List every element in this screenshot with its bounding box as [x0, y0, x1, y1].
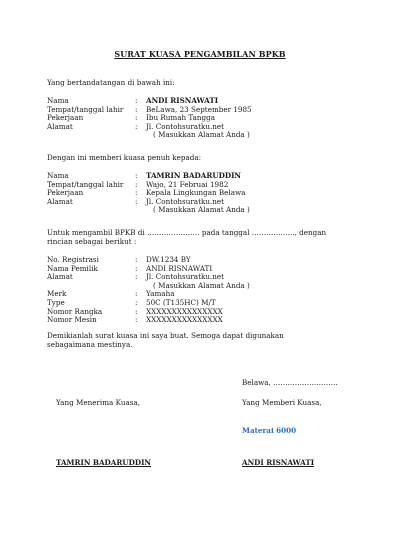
field-label: Tempat/tanggal lahir [47, 104, 124, 114]
vehicle-fields [47, 256, 367, 325]
field-value: XXXXXXXXXXXXXXX [146, 315, 223, 325]
field-label: Tempat/tanggal lahir [47, 179, 124, 189]
field-label: No. Registrasi [47, 255, 99, 264]
letter-title: SURAT KUASA PENGAMBILAN BPKB [114, 49, 286, 59]
field-value: Jl. Contohsuratku.net [146, 196, 225, 206]
grant-text: Dengan ini memberi kuasa penuh kepada: [47, 153, 202, 162]
field-value: Kepala Lingkungan Belawa [146, 188, 246, 198]
field-colon: : [135, 179, 138, 189]
field-colon: : [135, 113, 138, 123]
field-value: ( Masukkan Alamat Anda ) [153, 205, 250, 215]
field-label: Alamat [47, 272, 73, 282]
field-colon: : [135, 306, 138, 316]
field-label: Nama [47, 96, 69, 105]
field-colon: : [135, 272, 138, 282]
closing-line-2: sebagaimana mestinya. [47, 340, 133, 349]
field-label: Pekerjaan [47, 113, 84, 123]
field-colon: : [135, 171, 138, 180]
field-value: ( Masukkan Alamat Anda ) [153, 280, 250, 290]
field-colon: : [135, 96, 138, 105]
field-colon: : [135, 255, 138, 264]
field-colon: : [135, 196, 138, 206]
field-value: ANDI RISNAWATI [146, 263, 213, 273]
field-colon [135, 131, 146, 140]
field-colon: : [135, 315, 138, 325]
purpose-line-1: Untuk mengambil BPKB di …………………. pada tanggal ……………..., dengan [47, 228, 327, 237]
field-label: Nomor Rangka [47, 306, 103, 316]
field-value: ANDI RISNAWATI [146, 96, 219, 105]
field-colon: : [135, 289, 138, 299]
field-value: BeLawa, 23 September 1985 [146, 104, 252, 114]
field-colon: : [135, 263, 138, 273]
field-colon: : [135, 297, 138, 307]
field-label: Pekerjaan [47, 188, 84, 198]
field-value: Wajo, 21 Februai 1982 [146, 179, 229, 189]
closing-line-1: Demikianlah surat kuasa ini saya buat. Semoga dapat digunakan [47, 331, 284, 340]
field-value: ( Masukkan Alamat Anda ) [153, 130, 250, 140]
grantor-fields [47, 97, 367, 140]
receiver-label: Yang Menerima Kuasa, [56, 398, 140, 407]
intro-text: Yang bertandatangan di bawah ini: [47, 78, 175, 87]
field-value: XXXXXXXXXXXXXXX [146, 306, 223, 316]
field-row [47, 282, 367, 291]
grantee-fields [47, 172, 367, 215]
field-label: Alamat [47, 121, 73, 131]
field-label: Nama Pemilik [47, 263, 98, 273]
field-value: Ibu Rumah Tangga [146, 113, 216, 123]
field-value: Yamaha [146, 289, 175, 299]
purpose-line-2: rincian sebagai berikut : [47, 237, 137, 246]
giver-name: ANDI RISNAWATI [242, 458, 315, 467]
field-label: Nomor Mesin [47, 315, 97, 325]
field-label: Alamat [47, 196, 73, 206]
field-label: Merk [47, 289, 67, 299]
field-value: DW.1234 BY [146, 255, 191, 264]
field-label: Type [47, 297, 65, 307]
place-date: Belawa, ……………………… [242, 378, 338, 387]
field-label: Nama [47, 171, 69, 180]
receiver-name: TAMRIN BADARUDDIN [56, 458, 151, 467]
field-colon: : [135, 104, 138, 114]
field-row [47, 206, 367, 215]
field-label [47, 206, 135, 215]
field-label [47, 131, 135, 140]
giver-label: Yang Memberi Kuasa, [242, 398, 322, 407]
field-value: 50C (T135HC) M/T [146, 297, 216, 307]
field-value: Jl. Contohsuratku.net [146, 272, 225, 282]
materai-stamp-label: Materai 6000 [242, 426, 297, 435]
field-colon: : [135, 121, 138, 131]
field-colon: : [135, 188, 138, 198]
field-row [47, 131, 367, 140]
field-colon [135, 206, 146, 215]
field-value: Jl. Contohsuratku.net [146, 121, 225, 131]
field-value: TAMRIN BADARUDDIN [146, 171, 241, 180]
field-row [47, 316, 367, 325]
